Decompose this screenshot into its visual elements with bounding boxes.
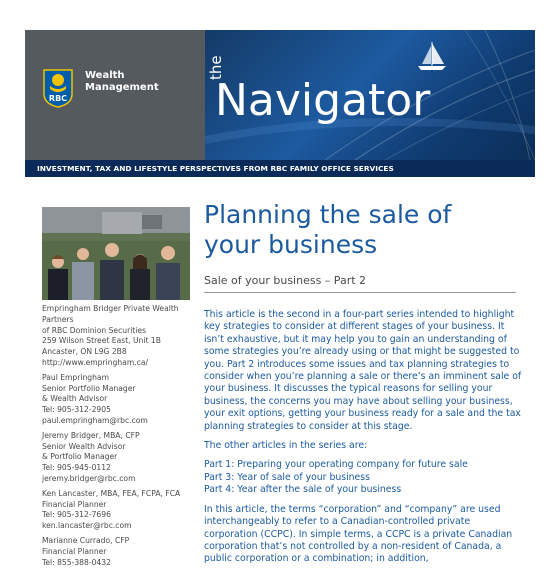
contact-sidebar (42, 304, 202, 572)
contact-phone: Tel: 855-388-0432 (42, 557, 111, 567)
masthead (25, 30, 535, 160)
contact-role: Financial Planner (42, 546, 107, 556)
rbc-logo-icon (41, 68, 75, 108)
contact-name: Marianne Currado, CFP (42, 535, 130, 545)
contact-phone: Tel: 905-945-0112 (42, 463, 111, 473)
team-photo (42, 207, 190, 300)
contact-name: Jeremy Bridger, MBA, CFP (42, 430, 140, 440)
sailboat-icon (410, 38, 450, 78)
firm-line: 259 Wilson Street East, Unit 1B (42, 336, 161, 346)
firm-line: of RBC Dominion Securities (42, 325, 147, 335)
series-item: Part 1: Preparing your operating company for future sale (204, 459, 468, 471)
contact-name: Paul Empringham (42, 372, 109, 382)
contact-block (42, 536, 202, 568)
tagline-bar: INVESTMENT, TAX AND LIFESTYLE PERSPECTIVES FROM RBC FAMILY OFFICE SERVICES (25, 160, 535, 177)
series-item: Part 4: Year after the sale of your business (204, 484, 402, 496)
article-title-line: your business (204, 230, 378, 259)
contact-email-link[interactable]: jeremy.bridger@rbc.com (42, 473, 136, 483)
contact-role: Senior Wealth Advisor (42, 441, 126, 451)
brand-line-1: Wealth (85, 70, 125, 81)
firm-website-link[interactable]: http://www.empringham.ca/ (42, 357, 149, 367)
title-small: the (207, 55, 225, 80)
firm-line: Partners (42, 314, 74, 324)
intro-paragraph: This article is the second in a four-part series intended to highlight key strategies to consider at different stages of your business. It isn’t exhaustive, but it may help you to gain an understanding of some strategies you’re already using or that might be suggested to you. Part 2 introduces some issues and tax planning strategies to consider when you’re planning a sale or there’s an imminent sale of your business. It discusses the typical reasons for selling your business, the concerns you may have about selling your business, your exit options, getting your business ready for a sale and the tax planning strategies to consider at this stage. (204, 309, 522, 432)
team-photo-image (42, 207, 190, 300)
brand-line-2: Management (85, 82, 159, 93)
firm-line: Empringham Bridger Private Wealth (42, 304, 179, 313)
contact-role: Financial Planner (42, 499, 107, 509)
contact-phone: Tel: 905-312-7696 (42, 510, 111, 520)
firm-line: Ancaster, ON L9G 2B8 (42, 347, 127, 357)
series-heading: The other articles in the series are: (204, 440, 368, 452)
definition-paragraph: In this article, the terms “corporation” and “company” are used interchangeably to refer to a Canadian-controlled private corporation (CCPC). In simple terms, a CCPC is a private Canadian corporation that’s not controlled by a non-resident of Canada, a public corporation or a combination; in addition, (204, 503, 513, 565)
article-title (204, 200, 524, 260)
contact-phone: Tel: 905-312-2905 (42, 405, 111, 415)
series-item: Part 3: Year of sale of your business (204, 471, 370, 483)
contact-role: & Wealth Advisor (42, 394, 108, 404)
logo-panel (25, 30, 205, 160)
article-title-line: Planning the sale of (204, 200, 452, 229)
contact-email-link[interactable]: ken.lancaster@rbc.com (42, 521, 132, 531)
contact-block (42, 431, 202, 485)
article-subtitle: Sale of your business – Part 2 (204, 274, 367, 287)
firm-block (42, 304, 202, 369)
contact-email-link[interactable]: paul.empringham@rbc.com (42, 415, 148, 425)
contact-block (42, 489, 202, 532)
divider (204, 292, 516, 293)
article-body (204, 309, 524, 573)
contact-block (42, 373, 202, 427)
publication-title: Navigator (215, 75, 431, 126)
contact-role: Senior Portfolio Manager (42, 383, 136, 393)
title-panel (205, 30, 535, 160)
logo-text: RBC (48, 94, 68, 103)
contact-name: Ken Lancaster, MBA, FEA, FCPA, FCA (42, 488, 181, 498)
contact-role: & Portfolio Manager (42, 452, 118, 462)
